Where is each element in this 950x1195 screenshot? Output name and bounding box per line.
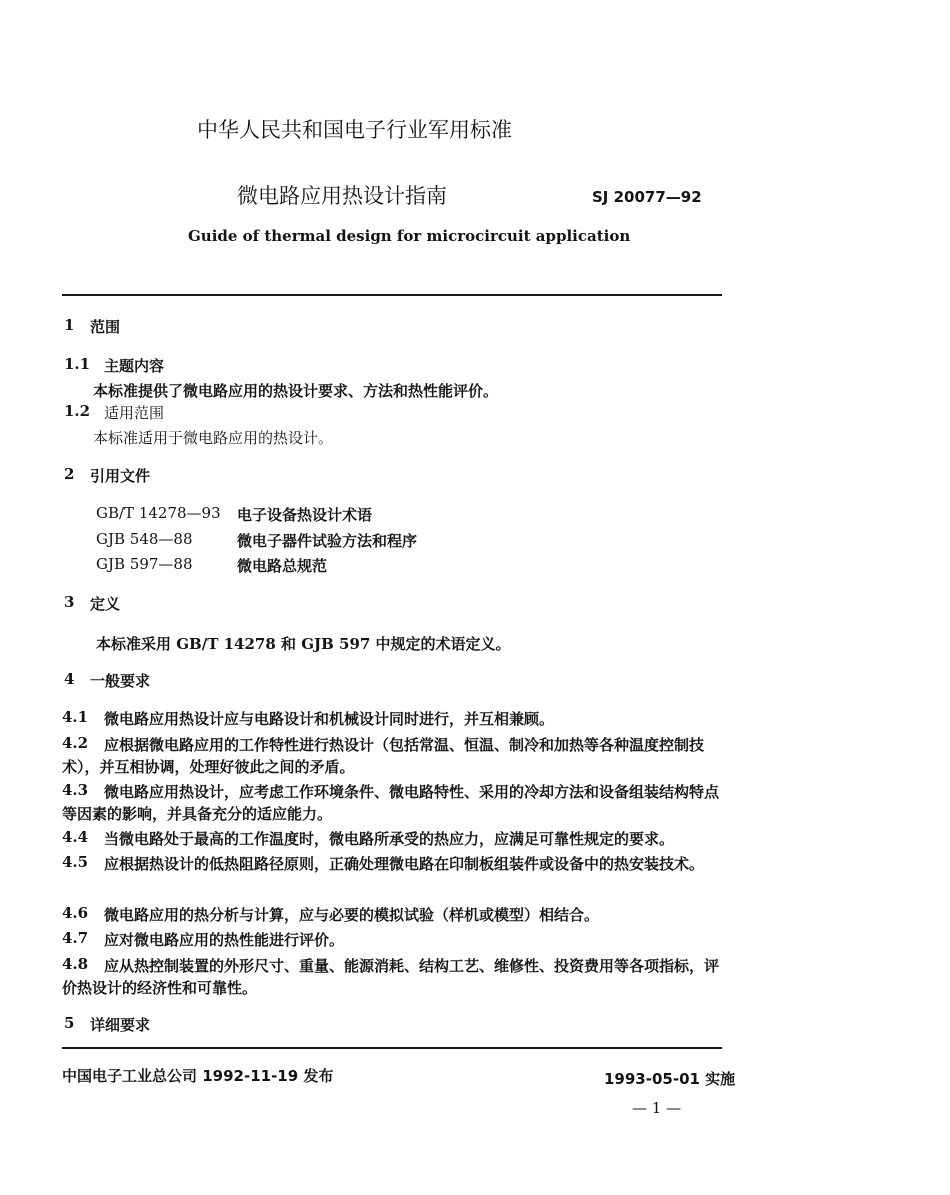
clause-text: 微电路应用的热分析与计算，应与必要的模拟试验（样机或模型）相结合。 [104,906,600,924]
org-title: 中华人民共和国电子行业军用标准 [197,118,512,142]
section-1-title: 范围 [90,318,121,336]
section-4-number: 4 [64,670,75,688]
section-1-1-text: 本标准提供了微电路应用的热设计要求、方法和热性能评价。 [93,382,499,400]
section-1-2-number: 1.2 [64,402,91,420]
section-2-title: 引用文件 [90,467,151,485]
section-1-2-title: 适用范围 [104,404,165,422]
page-number: — 1 — [632,1099,682,1117]
section-1-2-text: 本标准适用于微电路应用的热设计。 [93,429,334,447]
section-5-title: 详细要求 [90,1016,151,1034]
section-3-title: 定义 [90,595,121,613]
top-divider [62,294,722,296]
section-3-text: 本标准采用 GB/T 14278 和 GJB 597 中规定的术语定义。 [96,635,511,653]
section-2-number: 2 [64,465,75,483]
bottom-divider [62,1047,722,1049]
clause-text: 应对微电路应用的热性能进行评价。 [104,931,345,949]
clause-number: 4.2 [62,734,89,752]
clause-text: 应从热控制装置的外形尺寸、重量、能源消耗、结构工艺、维修性、投资费用等各项指标，评价热设计的经济性和可靠性。 [62,957,720,997]
ref-code: GB/T 14278—93 [96,504,221,522]
clause-number: 4.7 [62,929,89,947]
section-4-title: 一般要求 [90,672,151,690]
doc-code: SJ 20077—92 [592,188,702,206]
section-3-number: 3 [64,593,75,611]
ref-title: 微电路总规范 [237,557,328,575]
clause-number: 4.4 [62,828,89,846]
ref-code: GJB 548—88 [96,530,193,548]
clause-number: 4.6 [62,904,89,922]
doc-title-cn: 微电路应用热设计指南 [237,184,447,208]
ref-title: 电子设备热设计术语 [237,506,373,524]
section-1-1-number: 1.1 [64,355,91,373]
section-1-1-title: 主题内容 [104,357,165,375]
clause-number: 4.8 [62,955,89,973]
clause-text: 应根据热设计的低热阻路径原则，正确处理微电路在印制板组装件或设备中的热安装技术。 [104,855,705,873]
section-5-number: 5 [64,1014,75,1032]
ref-title: 微电子器件试验方法和程序 [237,532,418,550]
section-1-number: 1 [64,316,75,334]
clause-text: 微电路应用热设计，应考虑工作环境条件、微电路特性、采用的冷却方法和设备组装结构特点等因素的影响，并具备充分的适应能力。 [62,783,720,823]
clause-number: 4.5 [62,853,89,871]
ref-code: GJB 597—88 [96,555,193,573]
issued-date: 中国电子工业总公司 1992-11-19 发布 [62,1067,334,1085]
clause-text: 当微电路处于最高的工作温度时，微电路所承受的热应力，应满足可靠性规定的要求。 [104,830,675,848]
clause-number: 4.3 [62,781,89,799]
clause-text: 微电路应用热设计应与电路设计和机械设计同时进行，并互相兼顾。 [104,710,555,728]
doc-title-en: Guide of thermal design for microcircuit application [188,227,631,245]
clause-number: 4.1 [62,708,89,726]
effective-date: 1993-05-01 实施 [604,1070,736,1088]
clause-text: 应根据微电路应用的工作特性进行热设计（包括常温、恒温、制冷和加热等各种温度控制技术），并互相协调，处理好彼此之间的矛盾。 [62,736,705,776]
